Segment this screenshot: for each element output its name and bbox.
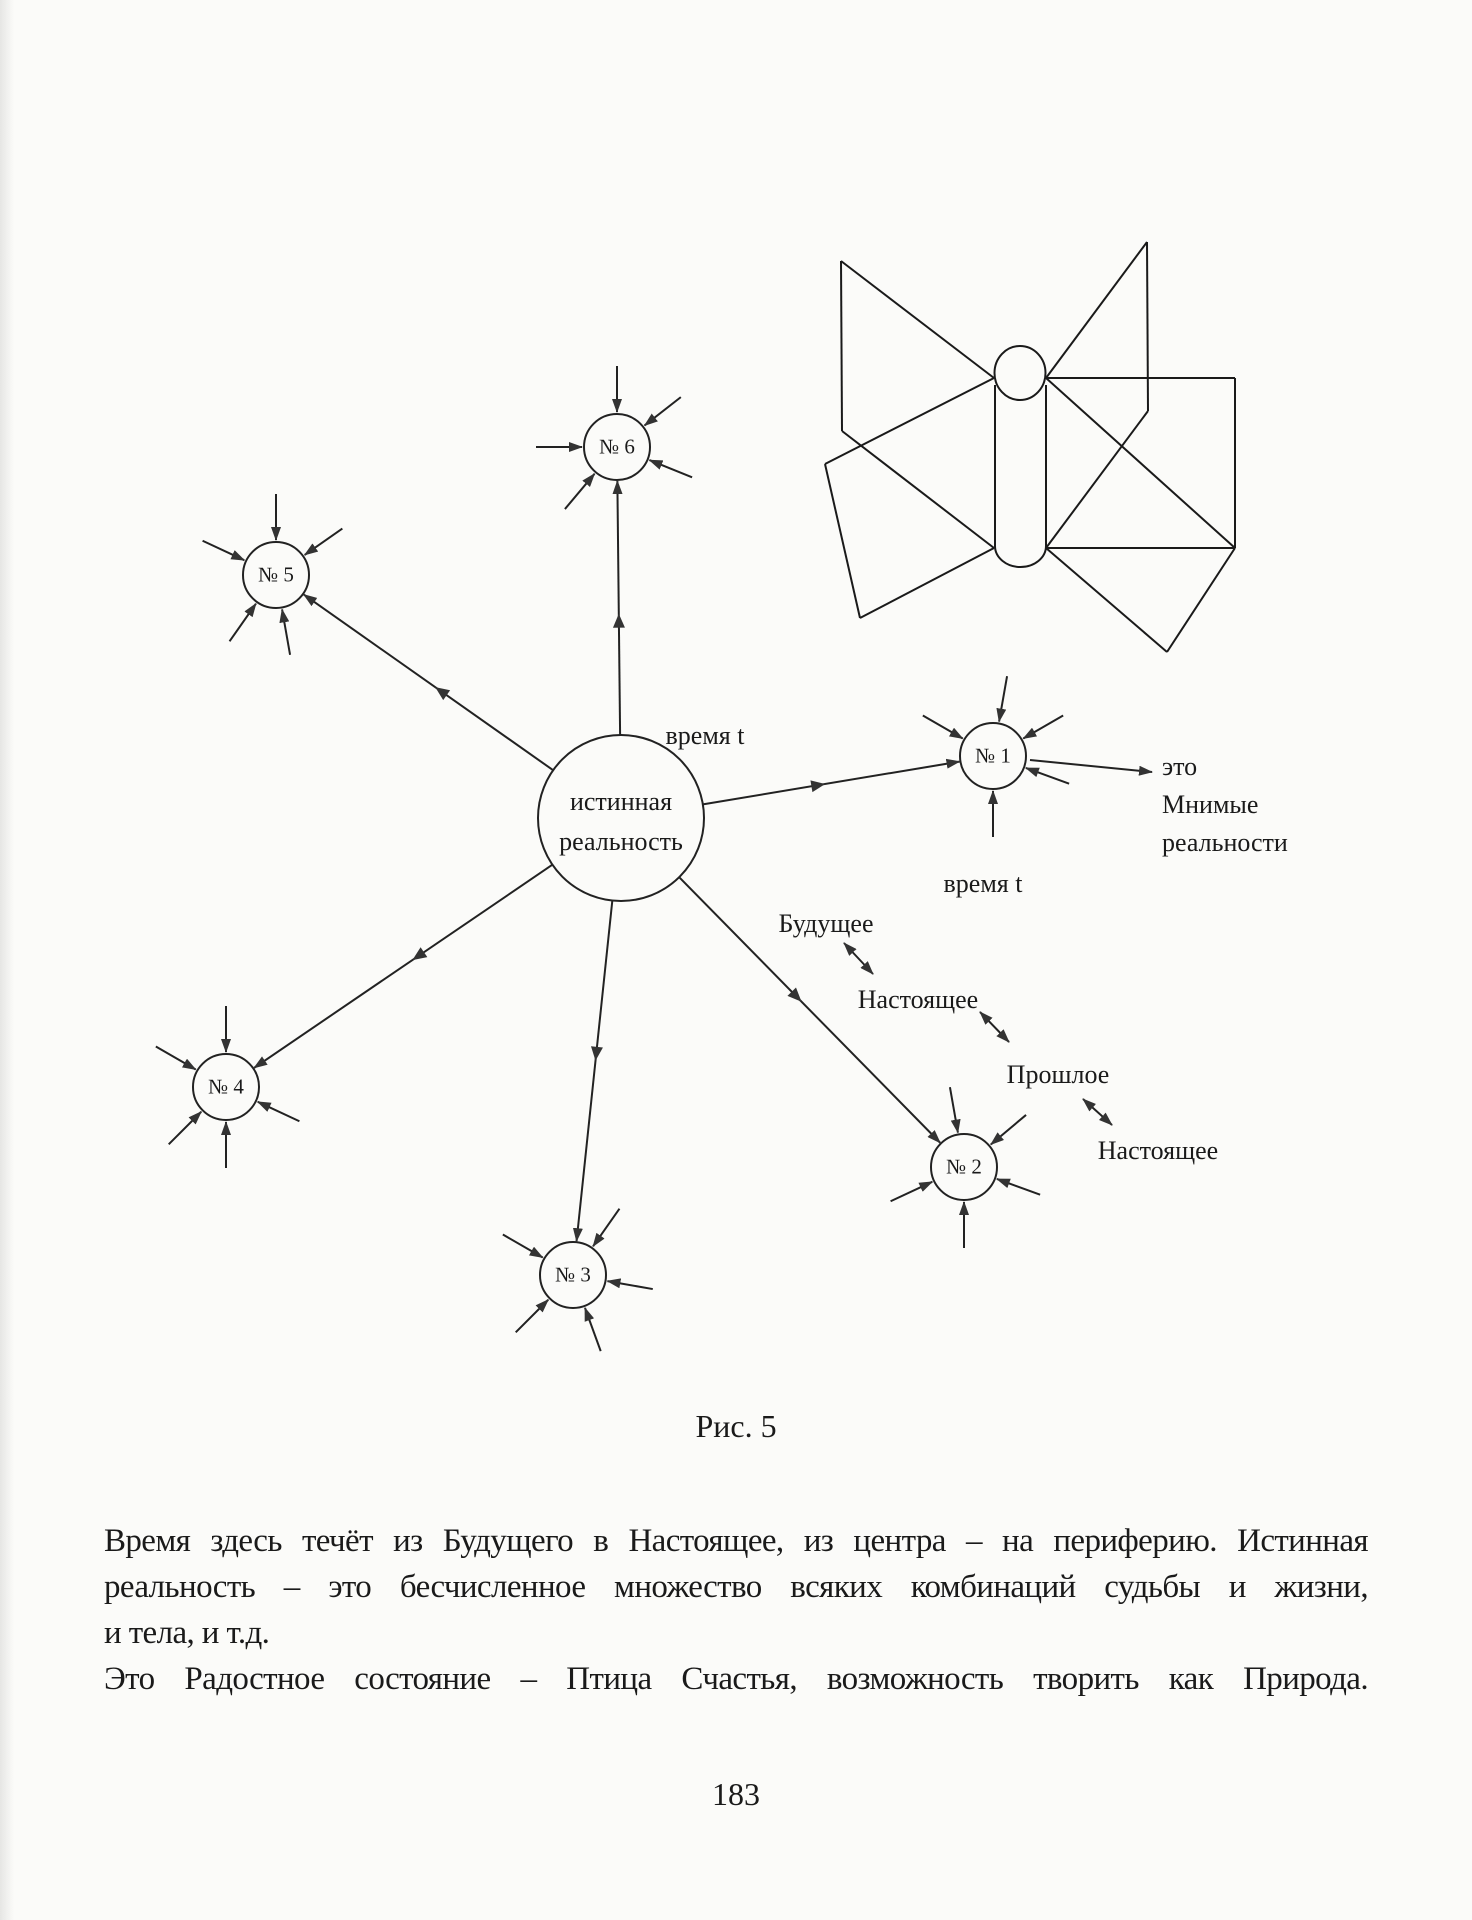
time-label-top: время t — [665, 721, 745, 750]
node-label-1: № 1 — [975, 743, 1011, 768]
incoming-arrow — [593, 1209, 619, 1247]
incoming-arrow — [282, 609, 290, 654]
paragraph-line: и тела, и т.д. — [104, 1615, 270, 1651]
imaginary-label-line1: это — [1162, 752, 1198, 781]
incoming-arrow — [991, 1115, 1026, 1145]
incoming-arrow — [565, 474, 595, 509]
incoming-arrow — [169, 1112, 202, 1145]
incoming-arrow — [258, 1102, 300, 1121]
time-chain-present-2: Настоящее — [1097, 1136, 1219, 1165]
incoming-arrow — [997, 1179, 1040, 1195]
double-arrow — [980, 1012, 1009, 1042]
imaginary-label-line3: реальности — [1162, 828, 1288, 857]
node-label-4: № 4 — [208, 1074, 244, 1099]
center-circle — [538, 735, 704, 901]
flow-arrow-to-node-4 — [254, 865, 552, 1068]
incoming-arrow — [645, 397, 681, 425]
flow-arrow-to-node-1 — [703, 762, 960, 805]
incoming-arrow — [1023, 716, 1063, 739]
incoming-arrow — [923, 716, 963, 739]
node-label-2: № 2 — [946, 1154, 982, 1179]
incoming-arrow — [503, 1235, 543, 1258]
double-arrow — [844, 943, 873, 974]
paragraph-line: Это Радостное состояние – Птица Счастья, возможность творить как Природа. — [104, 1661, 1368, 1697]
time-chain-future: Будущее — [778, 909, 874, 938]
node-label-5: № 5 — [258, 562, 294, 587]
incoming-arrow — [999, 676, 1007, 721]
center-label-line1: истинная — [569, 787, 673, 816]
incoming-arrow — [156, 1047, 196, 1070]
incoming-arrow — [203, 541, 245, 560]
butterfly-drawing — [825, 242, 1235, 652]
outgoing-arrow-to-label — [1030, 760, 1152, 772]
flow-arrowhead-mid — [591, 1046, 603, 1061]
incoming-arrow — [516, 1300, 549, 1333]
incoming-arrow — [950, 1087, 958, 1132]
incoming-arrow — [891, 1182, 933, 1201]
paragraph-line: реальность – это бесчисленное множество всяких комбинаций судьбы и жизни, — [104, 1569, 1368, 1605]
incoming-arrow — [585, 1308, 601, 1351]
center-label-line2: реальность — [559, 827, 683, 856]
incoming-arrow — [607, 1281, 652, 1289]
flow-arrow-to-node-3 — [577, 901, 613, 1242]
incoming-arrow — [230, 604, 256, 642]
page-number: 183 — [712, 1776, 760, 1812]
figure-caption: Рис. 5 — [695, 1408, 777, 1444]
node-label-6: № 6 — [599, 434, 635, 459]
time-chain-present: Настоящее — [857, 985, 979, 1014]
flow-arrowhead-mid — [613, 614, 625, 628]
node-label-3: № 3 — [555, 1262, 591, 1287]
double-arrow — [1083, 1099, 1112, 1125]
butterfly-body — [995, 385, 1046, 567]
incoming-arrow — [649, 460, 692, 477]
flow-arrowhead-mid — [810, 780, 825, 792]
flow-arrowhead-mid — [435, 687, 450, 700]
incoming-arrow — [1026, 768, 1069, 784]
incoming-arrow — [305, 529, 343, 555]
flow-arrow-to-node-6 — [617, 481, 620, 735]
time-label-right: время t — [943, 869, 1023, 898]
butterfly-head — [995, 346, 1046, 400]
paragraph-line: Время здесь течёт из Будущего в Настоящее, из центра – на периферию. Истинная — [104, 1523, 1368, 1559]
body-paragraph — [104, 1518, 1368, 1702]
imaginary-label-line2: Мнимые — [1162, 790, 1259, 819]
flow-arrow-to-node-5 — [304, 595, 553, 771]
flow-arrowhead-mid — [412, 947, 427, 960]
time-chain-past: Прошлое — [1006, 1060, 1110, 1089]
